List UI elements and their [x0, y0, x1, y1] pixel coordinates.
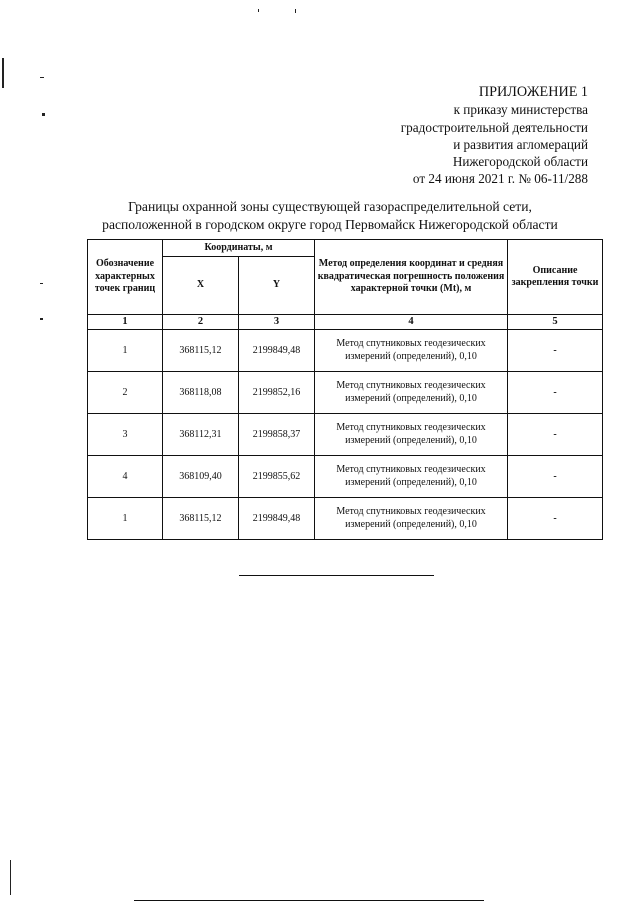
cell-description: - [508, 372, 603, 414]
cell-x: 368115,12 [163, 498, 239, 540]
cell-y: 2199849,48 [239, 498, 315, 540]
column-number-row [88, 315, 603, 330]
table-header-row [88, 240, 603, 257]
column-number: 5 [508, 315, 603, 330]
scan-speck [10, 860, 11, 895]
cell-method: Метод спутниковых геодезических измерений (определений), 0,10 [315, 456, 508, 498]
cell-point: 1 [88, 330, 163, 372]
scan-speck [40, 318, 43, 320]
header-coordinates: Координаты, м [163, 240, 315, 257]
table-row [88, 456, 603, 498]
column-number: 4 [315, 315, 508, 330]
approval-block [288, 84, 588, 188]
header-designation: Обозначение характерных точек границ [88, 240, 163, 315]
cell-method: Метод спутниковых геодезических измерений (определений), 0,10 [315, 330, 508, 372]
header-x: X [163, 257, 239, 315]
cell-description: - [508, 456, 603, 498]
closing-rule [239, 575, 434, 576]
cell-method: Метод спутниковых геодезических измерений (определений), 0,10 [315, 498, 508, 540]
title-line: расположенной в городском округе город Первомайск Нижегородской области [102, 217, 558, 232]
cell-point: 4 [88, 456, 163, 498]
coordinates-table [87, 239, 603, 540]
cell-y: 2199849,48 [239, 330, 315, 372]
cell-y: 2199855,62 [239, 456, 315, 498]
scan-speck [42, 113, 45, 116]
table-row [88, 414, 603, 456]
cell-x: 368109,40 [163, 456, 239, 498]
approval-date-number: от 24 июня 2021 г. № 06-11/288 [412, 171, 588, 187]
scan-speck [258, 9, 259, 12]
title-line: Границы охранной зоны существующей газораспределительной сети, [128, 199, 532, 214]
cell-description: - [508, 498, 603, 540]
cell-description: - [508, 330, 603, 372]
cell-x: 368118,08 [163, 372, 239, 414]
cell-method: Метод спутниковых геодезических измерений (определений), 0,10 [315, 414, 508, 456]
approval-line: градостроительной деятельности [400, 119, 588, 135]
cell-point: 1 [88, 498, 163, 540]
approval-line: к приказу министерства [453, 102, 588, 118]
scan-speck [2, 58, 4, 88]
header-method: Метод определения координат и средняя квадратическая погрешность положения характерной точки (Mt), м [315, 240, 508, 315]
table-row [88, 330, 603, 372]
scan-speck [295, 9, 296, 13]
table-row [88, 372, 603, 414]
header-description: Описание закрепления точки [508, 240, 603, 315]
cell-point: 2 [88, 372, 163, 414]
column-number: 3 [239, 315, 315, 330]
cell-y: 2199852,16 [239, 372, 315, 414]
scan-speck [40, 77, 44, 78]
cell-x: 368115,12 [163, 330, 239, 372]
cell-method: Метод спутниковых геодезических измерений (определений), 0,10 [315, 372, 508, 414]
bottom-rule [134, 900, 484, 901]
document-title [60, 198, 600, 234]
cell-y: 2199858,37 [239, 414, 315, 456]
cell-description: - [508, 414, 603, 456]
approval-line: и развития агломераций [453, 136, 588, 152]
table-row [88, 498, 603, 540]
approval-heading: ПРИЛОЖЕНИЕ 1 [478, 84, 588, 100]
header-y: Y [239, 257, 315, 315]
cell-x: 368112,31 [163, 414, 239, 456]
scan-speck [40, 283, 43, 284]
approval-line: Нижегородской области [452, 154, 588, 170]
cell-point: 3 [88, 414, 163, 456]
column-number: 2 [163, 315, 239, 330]
column-number: 1 [88, 315, 163, 330]
